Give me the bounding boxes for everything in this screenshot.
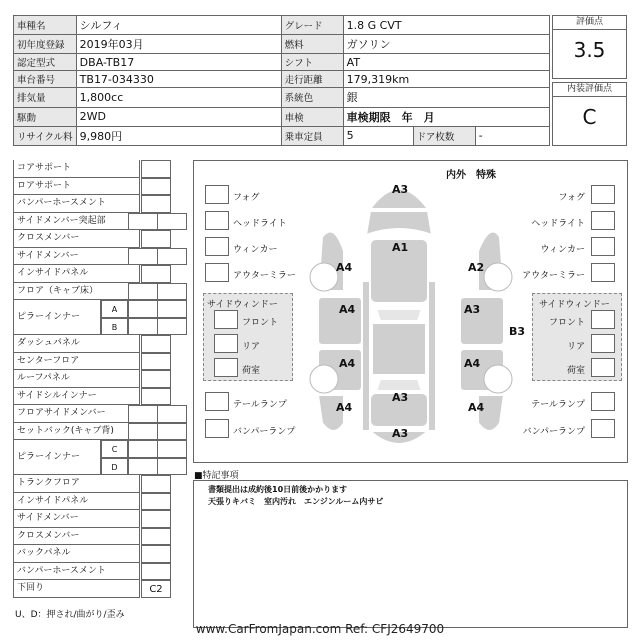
part-check-box (128, 213, 158, 231)
diagram-title: 内外 特殊 (446, 170, 496, 181)
part-row (13, 423, 140, 441)
left-item-label: アウターミラー (233, 271, 296, 281)
info-label: 車種名 (14, 16, 77, 35)
left-side-window-item: リア (242, 342, 261, 352)
damage-mark-right-front-door: A3 (464, 303, 481, 316)
part-check-box (141, 160, 171, 178)
left-side-window-check-box (214, 358, 238, 377)
part-check-box (157, 283, 187, 301)
part-check-box (157, 248, 187, 266)
info-label: 車検 (281, 107, 343, 126)
info-label: 走行距離 (281, 71, 343, 88)
part-row (13, 213, 140, 231)
right-item-label: フォグ (558, 193, 585, 203)
left-side-window-label: サイドウィンドー (207, 300, 278, 310)
part-row (13, 265, 140, 283)
legend-note: U、D：押され/曲がり/歪み (15, 610, 125, 620)
part-label: フロア（キャブ床） (17, 285, 99, 296)
damage-mark-left-front-door: A4 (339, 303, 356, 316)
left-item-label: ウィンカー (233, 245, 278, 255)
damage-mark-left-front-fender: A4 (336, 261, 353, 274)
right-item-check-box (591, 185, 615, 204)
info-value: 2WD (76, 107, 281, 126)
part-row (13, 178, 140, 196)
part-row (13, 353, 140, 371)
part-row (13, 230, 140, 248)
info-label: 駆動 (14, 107, 77, 126)
part-check-box (157, 213, 187, 231)
part-check-box (128, 423, 158, 441)
part-label: サイドメンバー (17, 513, 79, 523)
part-label: ロアサポート (17, 180, 72, 191)
door-count-label: ドア枚数 (413, 126, 475, 145)
part-row (13, 335, 140, 353)
part-label: ダッシュパネル (17, 338, 80, 348)
part-check-box (141, 353, 171, 371)
info-label: 系統色 (281, 88, 343, 107)
right-item-check-box (591, 211, 615, 230)
info-row (14, 126, 550, 145)
part-row (13, 405, 140, 423)
info-value: TB17-034330 (76, 71, 281, 88)
part-check-box (128, 300, 158, 318)
footer-ref: www.CarFromJapan.com Ref: CFJ2649700 (195, 622, 445, 636)
overall-score-box (552, 15, 627, 79)
part-row (13, 528, 140, 546)
bottom-left-label: テールランプ (233, 400, 287, 410)
info-value: 銀 (343, 88, 549, 107)
part-row (13, 510, 140, 528)
part-check-box (141, 178, 171, 196)
left-item-check-box (205, 263, 229, 282)
left-item-check-box (205, 185, 229, 204)
info-label: リサイクル料 (14, 126, 77, 145)
part-check-box (128, 318, 158, 336)
right-item-label: アウターミラー (522, 271, 585, 281)
part-label: クロスメンバー (17, 530, 80, 541)
part-label: クロスメンバー (17, 233, 80, 243)
part-check-box (141, 335, 171, 353)
part-check-box (141, 545, 171, 563)
left-item-label: ヘッドライト (233, 219, 287, 229)
part-label: サイドシルインナー (17, 390, 97, 401)
part-label: フロアサイドメンバー (17, 408, 106, 418)
info-row (14, 16, 550, 35)
damage-diagram (193, 160, 628, 463)
part-row (13, 160, 140, 178)
right-side-window-panel (532, 293, 622, 381)
info-row (14, 35, 550, 54)
info-label: 乗車定員 (281, 126, 343, 145)
part-check-box (128, 405, 158, 423)
underbody-value: C2 (141, 580, 171, 598)
overall-score-value: 3.5 (573, 38, 606, 62)
part-label: ルーフパネル (17, 373, 70, 383)
right-item-check-box (591, 237, 615, 256)
right-item-label: ウィンカー (540, 245, 585, 255)
bottom-right-label: バンパーランプ (522, 427, 585, 437)
part-check-box (157, 458, 187, 476)
part-row (13, 580, 140, 598)
damage-mark-hood: A1 (392, 241, 409, 254)
part-check-box (157, 423, 187, 441)
left-item-label: フォグ (233, 193, 260, 203)
right-side-window-item: 荷室 (566, 366, 585, 376)
bottom-right-label: テールランプ (531, 400, 585, 410)
info-label: 排気量 (14, 88, 77, 107)
part-label: バックパネル (17, 548, 71, 558)
right-side-window-item: フロント (548, 318, 585, 328)
part-check-box (141, 230, 171, 248)
right-side-window-check-box (591, 310, 615, 329)
right-side-window-check-box (591, 358, 615, 377)
interior-score-label: 内装評価点 (553, 83, 626, 97)
info-label: 初年度登録 (14, 35, 77, 54)
part-check-box (141, 475, 171, 493)
part-label: センターフロア (17, 355, 80, 366)
part-row (13, 545, 140, 563)
damage-mark-right-front-fender: A2 (468, 261, 485, 274)
pillar-sub-label: B (101, 318, 128, 336)
right-item-label: ヘッドライト (531, 219, 585, 229)
info-label: 車台番号 (14, 71, 77, 88)
pillar-sub-label: A (101, 300, 128, 318)
left-item-check-box (205, 211, 229, 230)
bottom-left-check-box (205, 392, 229, 411)
info-label: シフト (281, 54, 343, 71)
notes-line-2: 天張りキバミ 室内汚れ エンジンルーム内サビ (208, 497, 384, 506)
info-value: 1.8 G CVT (343, 16, 549, 35)
part-check-box (128, 248, 158, 266)
overall-score-label: 評価点 (553, 16, 626, 30)
pillar-sub-label: D (101, 458, 128, 476)
part-check-box (141, 510, 171, 528)
right-side-window-check-box (591, 334, 615, 353)
damage-mark-rear-bumper: A3 (392, 427, 409, 440)
damage-mark-right-rear-fender: A4 (468, 401, 485, 414)
info-value: 5 (343, 126, 413, 145)
part-label: セットバック(キャブ背) (17, 425, 114, 436)
part-check-box (141, 195, 171, 213)
part-label: バンパーホースメント (17, 565, 106, 576)
part-row (13, 440, 101, 475)
part-label: サイドメンバー突起部 (17, 215, 106, 226)
left-side-window-check-box (214, 334, 238, 353)
damage-mark-left-rear-door: A4 (339, 357, 356, 370)
right-item-check-box (591, 263, 615, 282)
info-value: DBA-TB17 (76, 54, 281, 71)
notes-title: ■特記事項 (194, 471, 239, 481)
part-label: インサイドパネル (17, 495, 89, 506)
door-count-value: - (475, 126, 549, 145)
part-check-box (157, 405, 187, 423)
part-row (13, 195, 140, 213)
part-check-box (128, 440, 158, 458)
part-row (13, 248, 140, 266)
info-row (14, 71, 550, 88)
bottom-left-check-box (205, 419, 229, 438)
part-check-box (157, 318, 187, 336)
right-side-window-label: サイドウィンドー (539, 300, 610, 310)
damage-mark-left-rear-fender: A4 (336, 401, 353, 414)
part-check-box (141, 388, 171, 406)
part-label: インサイドパネル (17, 268, 89, 278)
left-side-window-item: フロント (242, 318, 279, 328)
info-value: 車検期限 年 月 (343, 107, 549, 126)
part-check-box (141, 528, 171, 546)
part-row (13, 388, 140, 406)
info-row (14, 88, 550, 107)
interior-score-value: C (582, 105, 597, 129)
part-label: ピラーインナー (17, 452, 81, 462)
part-row (13, 493, 140, 511)
info-value: 9,980円 (76, 126, 281, 145)
pillar-sub-label: C (101, 440, 128, 458)
part-row (13, 300, 101, 335)
part-check-box (141, 265, 171, 283)
info-label: 認定型式 (14, 54, 77, 71)
damage-mark-front-bumper: A3 (392, 183, 409, 196)
part-label: トランクフロア (17, 478, 80, 488)
info-value: 2019年03月 (76, 35, 281, 54)
info-value: 1,800cc (76, 88, 281, 107)
part-check-box (128, 283, 158, 301)
part-label: 下回り (17, 583, 45, 593)
part-label: バンパーホースメント (17, 198, 106, 208)
part-check-box (141, 493, 171, 511)
bottom-right-check-box (591, 419, 615, 438)
left-item-check-box (205, 237, 229, 256)
notes-line-1: 書類提出は成約後10日前後かかります (208, 485, 348, 494)
info-label: グレード (281, 16, 343, 35)
part-label: コアサポート (17, 163, 72, 173)
part-row (13, 475, 140, 493)
part-row (13, 283, 140, 301)
info-row (14, 54, 550, 71)
bottom-right-check-box (591, 392, 615, 411)
part-check-box (157, 300, 187, 318)
part-check-box (128, 458, 158, 476)
part-label: ピラーインナー (17, 312, 81, 322)
part-label: サイドメンバー (17, 250, 79, 261)
info-value: ガソリン (343, 35, 549, 54)
part-row (13, 563, 140, 581)
vehicle-info-table (13, 15, 550, 146)
left-side-window-item: 荷室 (242, 366, 261, 376)
info-value: 179,319km (343, 71, 549, 88)
bottom-left-label: バンパーランプ (233, 427, 296, 437)
part-check-box (141, 370, 171, 388)
left-side-window-panel (203, 293, 293, 381)
left-side-window-check-box (214, 310, 238, 329)
part-row (13, 370, 140, 388)
right-side-window-item: リア (566, 342, 585, 352)
notes-box (193, 480, 628, 628)
interior-score-box (552, 82, 627, 146)
info-row (14, 107, 550, 126)
info-value: シルフィ (76, 16, 281, 35)
damage-mark-trunk: A3 (392, 391, 409, 404)
part-check-box (157, 440, 187, 458)
info-value: AT (343, 54, 549, 71)
part-check-box (141, 563, 171, 581)
damage-mark-right-side-sill: B3 (509, 325, 526, 338)
damage-mark-right-rear-door: A4 (464, 357, 481, 370)
info-label: 燃料 (281, 35, 343, 54)
